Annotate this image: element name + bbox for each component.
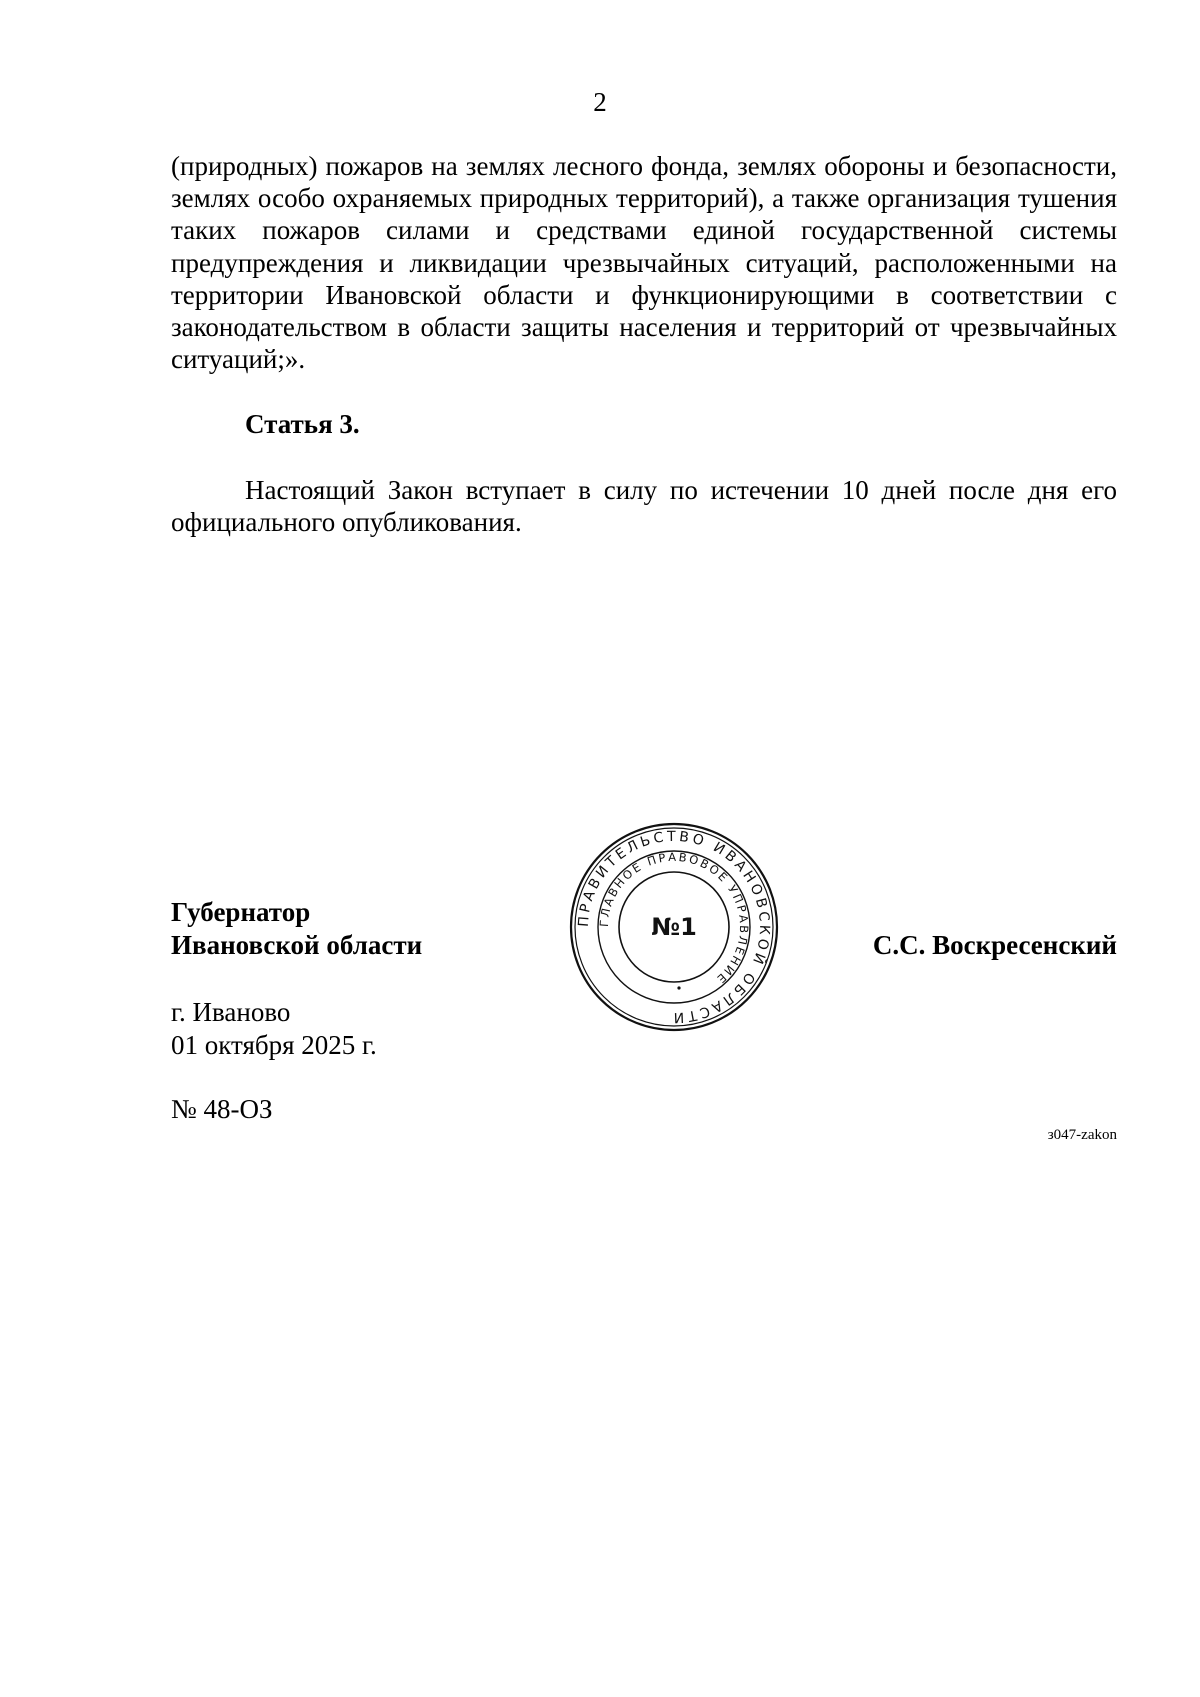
law-number: № 48-ОЗ <box>171 1094 273 1124</box>
seal-inner-text-path: ГЛАВНОЕ ПРАВОВОЕ УПРАВЛЕНИЕ <box>596 849 752 988</box>
paragraph-continuation: (природных) пожаров на землях лесного фонда, землях обороны и безопасности, землях особо охраняемых природных территорий), а также организация тушения таких пожаров силами и средствами единой государственной системы предупреждения и ликвидации чрезвычайных ситуаций, расположенными на территории Ивановской области и функционирующими в соответствии с законодательством в области защиты населения и территорий от чрезвычайных ситуаций;». <box>171 151 1117 375</box>
document-code: з047-zakon <box>1047 1127 1117 1143</box>
seal-outer-text-path: ПРАВИТЕЛЬСТВО ИВАНОВСКОЙ ОБЛАСТИ <box>575 828 773 1026</box>
seal-center-number: №1 <box>651 913 697 941</box>
signatory-position <box>171 896 422 962</box>
place-and-date <box>171 996 377 1062</box>
signatory-position-line-2: Ивановской области <box>171 930 423 960</box>
signatory-position-line-1: Губернатор <box>171 897 311 927</box>
signatory-name: С.С. Воскресенский <box>872 930 1117 960</box>
official-seal <box>567 820 781 1034</box>
article-heading: Статья 3. <box>245 409 360 439</box>
signing-date: 01 октября 2025 г. <box>171 1030 377 1060</box>
page-number: 2 <box>593 87 607 117</box>
seal-dot <box>677 986 680 989</box>
paragraph-effective-date: Настоящий Закон вступает в силу по истечении 10 дней после дня его официального опубликования. <box>171 475 1117 538</box>
place: г. Иваново <box>171 997 291 1027</box>
